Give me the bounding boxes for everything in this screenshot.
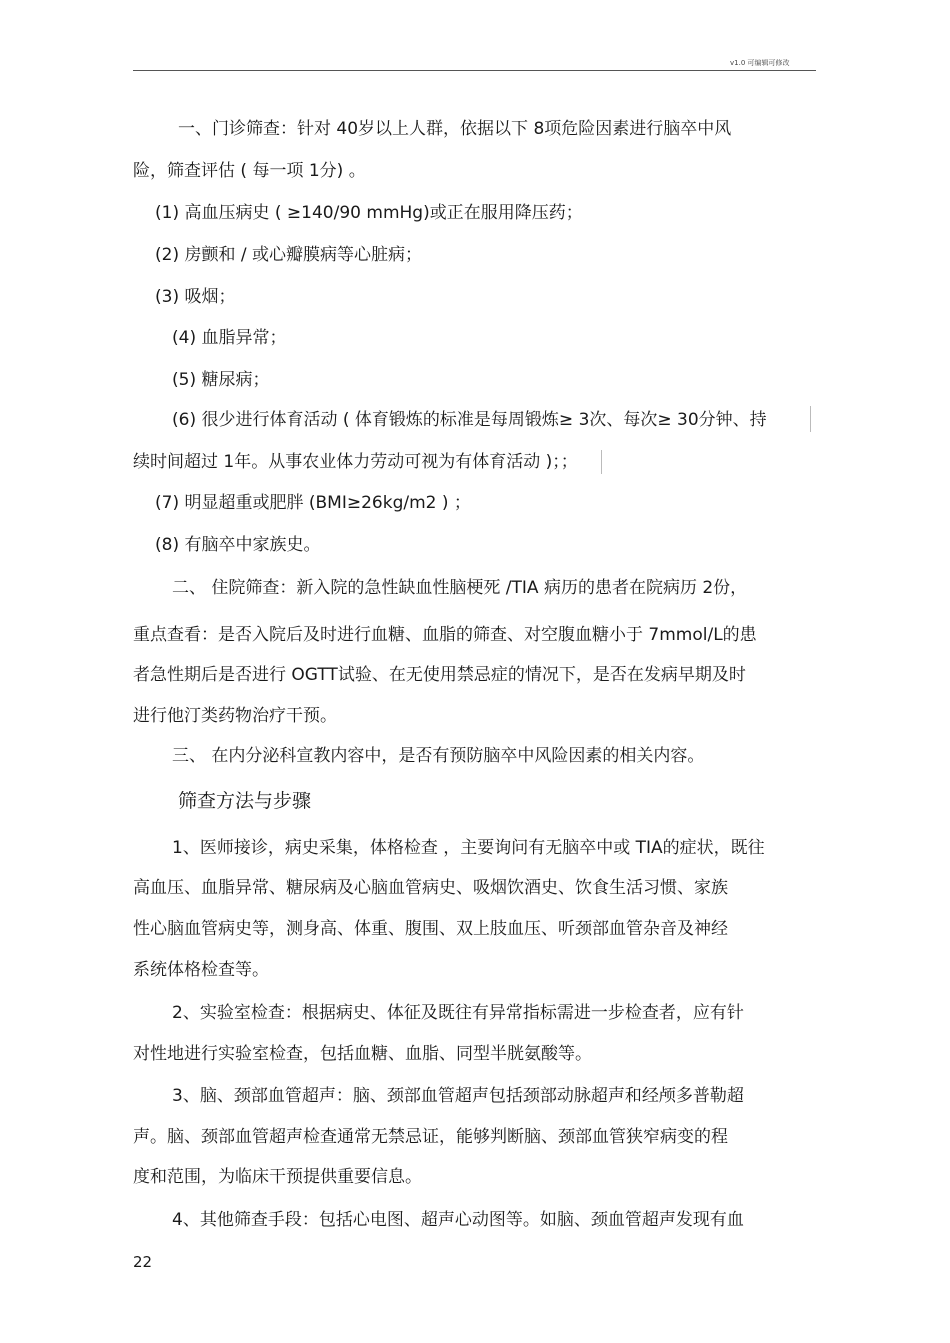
risk-factor-6-line-1: (6) 很少进行体育活动 ( 体育锻炼的标准是每周锻炼≥ 3次、每次≥ 30分钟、持 xyxy=(172,410,767,430)
risk-factor-1: (1) 高血压病史 ( ≥140/90 mmHg)或正在服用降压药； xyxy=(155,203,583,223)
step-1-line-1: 1、医师接诊，病史采集，体格检查 ，主要询问有无脑卒中或 TIA的症状，既往 xyxy=(172,838,765,858)
step-3-line-3: 度和范围，为临床干预提供重要信息。 xyxy=(133,1167,422,1187)
risk-factor-5: (5) 糖尿病； xyxy=(172,370,270,390)
step-2-line-2: 对性地进行实验室检查，包括血糖、血脂、同型半胱氨酸等。 xyxy=(133,1044,592,1064)
step-3-line-2: 声。脑、颈部血管超声检查通常无禁忌证，能够判断脑、颈部血管狭窄病变的程 xyxy=(133,1127,728,1147)
paragraph-inpatient-screening-line-4: 进行他汀类药物治疗干预。 xyxy=(133,706,337,726)
margin-mark xyxy=(810,406,811,432)
step-1-line-3: 性心脑血管病史等，测身高、体重、腹围、双上肢血压、听颈部血管杂音及神经 xyxy=(133,919,728,939)
risk-factor-3: (3) 吸烟； xyxy=(155,287,236,307)
paragraph-outpatient-screening-line-1: 一、门诊筛查：针对 40岁以上人群，依据以下 8项危险因素进行脑卒中风 xyxy=(178,119,732,139)
risk-factor-7: (7) 明显超重或肥胖 (BMI≥26kg/m2 ) ； xyxy=(155,493,471,513)
page-number: 22 xyxy=(133,1253,153,1271)
step-1-line-2: 高血压、血脂异常、糖尿病及心脑血管病史、吸烟饮酒史、饮食生活习惯、家族 xyxy=(133,878,728,898)
step-3-line-1: 3、脑、颈部血管超声：脑、颈部血管超声包括颈部动脉超声和经颅多普勒超 xyxy=(172,1086,744,1106)
version-label: v1.0 可编辑可修改 xyxy=(730,59,790,67)
paragraph-inpatient-screening-line-3: 者急性期后是否进行 OGTT试验、在无使用禁忌症的情况下，是否在发病早期及时 xyxy=(133,665,746,685)
paragraph-inpatient-screening-line-2: 重点查看：是否入院后及时进行血糖、血脂的筛查、对空腹血糖小于 7mmol/L的患 xyxy=(133,625,757,645)
risk-factor-8: (8) 有脑卒中家族史。 xyxy=(155,535,321,555)
risk-factor-4: (4) 血脂异常； xyxy=(172,328,287,348)
section-heading-methods: 筛查方法与步骤 xyxy=(178,790,312,812)
step-2-line-1: 2、实验室检查：根据病史、体征及既往有异常指标需进一步检查者，应有针 xyxy=(172,1003,744,1023)
risk-factor-6-line-2: 续时间超过 1年。从事农业体力劳动可视为有体育活动 )；； xyxy=(133,452,578,472)
paragraph-outpatient-screening-line-2: 险，筛查评估 ( 每一项 1分) 。 xyxy=(133,161,366,181)
risk-factor-2: (2) 房颤和 / 或心瓣膜病等心脏病； xyxy=(155,245,423,265)
paragraph-education-content: 三、 在内分泌科宣教内容中，是否有预防脑卒中风险因素的相关内容。 xyxy=(172,746,705,766)
step-4-line-1: 4、其他筛查手段：包括心电图、超声心动图等。如脑、颈血管超声发现有血 xyxy=(172,1210,744,1230)
paragraph-inpatient-screening-line-1: 二、 住院筛查：新入院的急性缺血性脑梗死 /TIA 病历的患者在院病历 2份， xyxy=(172,578,748,598)
header-divider xyxy=(133,70,816,71)
margin-mark xyxy=(601,450,602,474)
step-1-line-4: 系统体格检查等。 xyxy=(133,960,269,980)
